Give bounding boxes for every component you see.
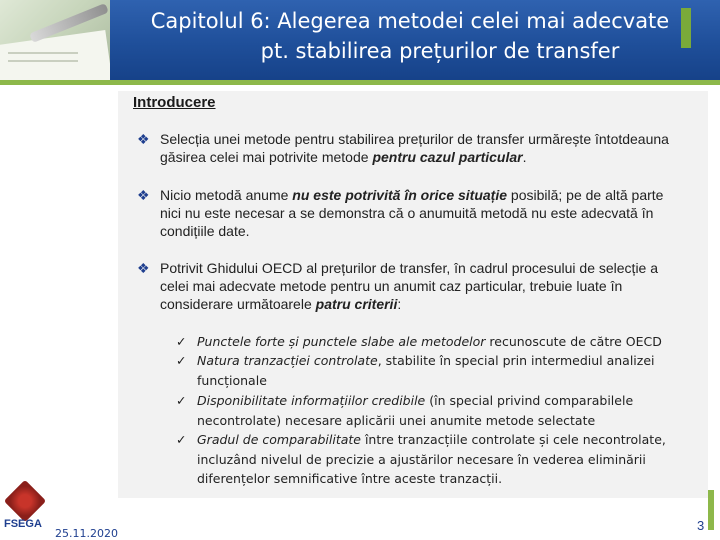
logo-text: FSEGA <box>4 518 42 530</box>
text-fragment: Nicio metodă anume <box>160 187 293 203</box>
criteria-item-2 <box>176 351 696 390</box>
fsega-logo <box>4 482 50 534</box>
accent-bar <box>681 8 691 48</box>
text-fragment: Punctele forte și punctele slabe ale metodelor <box>197 334 486 349</box>
checkmark-icon: ✓ <box>176 432 187 447</box>
title-line-2: pt. stabilirea prețurilor de transfer <box>260 39 620 63</box>
criteria-item-1 <box>176 332 696 352</box>
text-fragment: patru criterii <box>315 296 398 312</box>
title-line-1: Capitolul 6: Alegerea metodei celei mai adecvate <box>150 9 670 33</box>
text-fragment: Selecția unei metode pentru stabilirea prețurilor de transfer urmărește întotdeauna găsirea celei mai potrivite metode <box>160 131 669 165</box>
text-fragment: , stabilite în special prin intermediul analizei funcționale <box>197 353 655 388</box>
page-number: 3 <box>697 518 705 533</box>
slide-title <box>110 6 710 66</box>
text-fragment: Natura tranzacției controlate <box>197 353 378 368</box>
diamond-bullet-icon: ❖ <box>137 131 150 147</box>
bullet-text <box>160 130 682 166</box>
pen-photo <box>0 0 110 80</box>
bullet-item-1 <box>137 130 682 166</box>
section-heading: Introducere <box>133 94 216 111</box>
title-banner <box>0 0 720 80</box>
text-fragment: posibilă; pe de altă parte nici nu este necesar a se demonstra că o anumuită metodă nu este adecvată în condițiile date. <box>160 187 664 239</box>
criteria-text <box>197 391 696 430</box>
diamond-bullet-icon: ❖ <box>137 260 150 276</box>
text-fragment: (în special privind comparabilele necontrolate) necesare aplicării unei anumite metode selectate <box>197 393 634 428</box>
text-fragment: între tranzacțiile controlate și cele necontrolate, incluzând nivelul de precizie a ajustărilor necesare în vederea eliminării diferențelor semnificative între aceste tranzacții. <box>197 432 666 486</box>
corner-accent-bar <box>708 490 714 530</box>
text-fragment: recunoscute de către OECD <box>485 334 662 349</box>
checkmark-icon: ✓ <box>176 353 187 368</box>
bullet-text <box>160 186 682 240</box>
text-fragment: Gradul de comparabilitate <box>197 432 361 447</box>
text-fragment: pentru cazul particular <box>372 149 523 165</box>
green-divider <box>0 80 720 85</box>
text-fragment: nu este potrivită în orice situație <box>292 187 508 203</box>
text-fragment: : <box>397 296 402 312</box>
bullet-item-3 <box>137 259 682 313</box>
text-fragment: Potrivit Ghidului OECD al prețurilor de transfer, în cadrul procesului de selecție a celei mai adecvate metode pentru un anumit caz particular, trebuie luate în considerare următoarele <box>160 260 659 312</box>
text-fragment: Disponibilitate informațiilor credibile <box>197 393 426 408</box>
diamond-bullet-icon: ❖ <box>137 187 150 203</box>
criteria-text <box>197 430 696 489</box>
crest-icon <box>4 480 46 522</box>
criteria-item-3 <box>176 391 696 430</box>
bullet-item-2 <box>137 186 682 240</box>
checkmark-icon: ✓ <box>176 334 187 349</box>
text-fragment: . <box>522 149 527 165</box>
criteria-text <box>197 351 696 390</box>
criteria-item-4 <box>176 430 696 489</box>
checkmark-icon: ✓ <box>176 393 187 408</box>
bullet-text <box>160 259 682 313</box>
criteria-text <box>197 332 696 352</box>
slide-date: 25.11.2020 <box>55 527 118 540</box>
